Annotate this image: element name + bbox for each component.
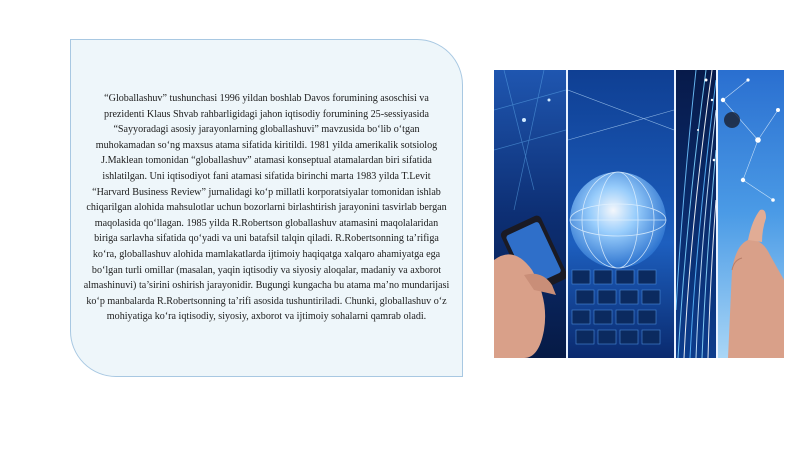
text-panel xyxy=(70,39,463,377)
image-collage xyxy=(494,70,784,358)
globe-photo xyxy=(568,70,674,358)
network-touch-photo xyxy=(718,70,784,358)
body-text: “Globallashuv” tushunchasi 1996 yildan boshlab Davos forumining asoschisi va prezidenti Klaus Shvab rahbarligidagi jahon iqtisodiy forumining 25-sessiyasida “Sayyoradagi asosiy jarayonlarning globallashuvi” mavzusida bo‘lib o‘tgan muhokamadan so‘ng maxsus atama sifatida kiritildi. 1981 yilda amerikalik sotsiolog J.Maklean tomonidan “globallashuv” atamasi konseptual atamalardan biri sifatida ishlatilgan. Uni iqtisodiyot fani atamasi sifatida birinchi marta 1983 yilda T.Levit “Harvard Business Review” jurnalidagi ko‘p millatli korporatsiyalar tomonidan ishlab chiqarilgan alohida mahsulotlar uchun bozorlarni birlashtirish jarayonini tasvirlab bergan maqolasida qo‘llagan. 1985 yilda R.Robertson globallashuv atamasini maqolalaridan biriga sarlavha sifatida qo‘yadi va uni batafsil talqin qiladi. R.Robertsonning ta’rifiga ko‘ra, globallashuv alohida mamlakatlarda ijtimoiy haqiqatga xalqaro ahamiyatga ega bo‘lgan turli omillar (masalan, yaqin iqtisodiy va siyosiy aloqalar, madaniy va axborot almashinuvi) ta’sirini oshirish jarayonidir. Bugungi kungacha bu atama ma’no mundarijasi ko‘p manbalarda R.Robertsonning ta’rifi asosida tushuntiriladi. Chunki, globallashuv o‘z mohiyatiga ko‘ra iqtisodiy, siyosiy, axborot va ijtimoiy sohalarni qamrab oladi. xyxy=(83,93,450,323)
fiber-optics-photo xyxy=(676,70,716,358)
smartphone-photo xyxy=(494,70,566,358)
